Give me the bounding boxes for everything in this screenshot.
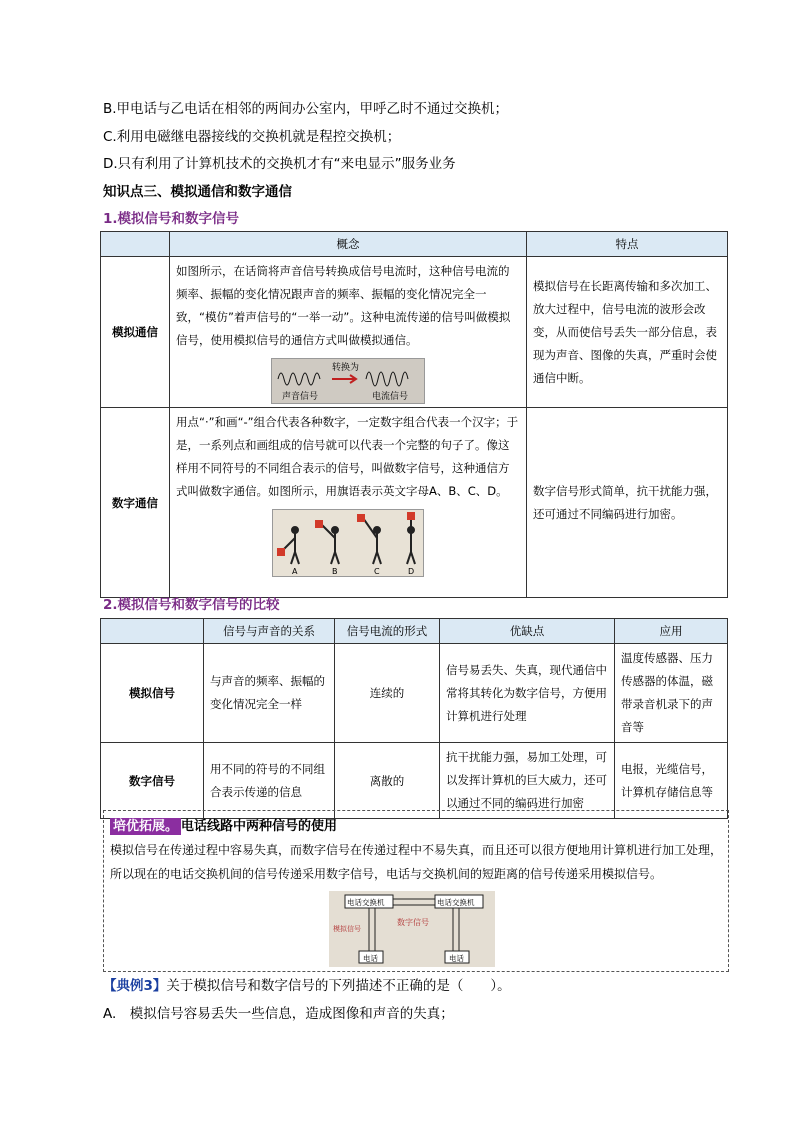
t2-analog-application: 温度传感器、压力传感器的体温，磁带录音机录下的声音等: [615, 644, 728, 743]
fig-convert-label: 转换为: [332, 363, 360, 373]
diagram-digital-label: 数字信号: [397, 918, 429, 927]
t2-digital-pros-cons: 抗干扰能力强，易加工处理，可以发挥计算机的巨大威力，还可以通过不同的编码进行加密: [440, 743, 615, 819]
diagram-switch-2: 电话交换机: [437, 898, 475, 907]
diagram-phone-1: 电话: [363, 954, 378, 963]
diagram-switch-1: 电话交换机: [347, 898, 385, 907]
table-row: [101, 408, 728, 598]
example-label: 【典例3】: [103, 978, 167, 994]
t2-digital-application: 电报，光缆信号，计算机存储信息等: [615, 743, 728, 819]
option-b: B.甲电话与乙电话在相邻的两间办公室内，甲呼乙时不通过交换机；: [103, 101, 509, 117]
table-analog-digital: [100, 231, 728, 598]
extension-body: 模拟信号在传递过程中容易失真，而数字信号在传递过程中不易失真，而且还可以很方便地用计算机进行加工处理，所以现在的电话交换机间的信号传递采用数字信号，电话与交换机间的短距离的信号传递采用模拟信号。: [110, 843, 723, 881]
digital-concept-text: 用点“·”和画“-”组合代表各种数字，一定数字组合代表一个汉字；于是，一系列点和画组成的信号就可以代表一个完整的句子了。像这样用不同符号的不同组合表示的信号，叫做数字信号，这种通信方式叫做数字通信。如图所示，用旗语表示英文字母A、B、C、D。: [176, 415, 519, 498]
fig-sound-label: 声音信号: [282, 392, 319, 402]
t2-analog-relation: 与声音的频率、振幅的变化情况完全一样: [204, 644, 335, 743]
analog-signal-figure: [271, 358, 425, 404]
t2-digital-form: 离散的: [335, 743, 440, 819]
table-row: [101, 644, 728, 743]
option-c: C.利用电磁继电器接线的交换机就是程控交换机；: [103, 129, 401, 145]
table-header-feature: 特点: [527, 232, 728, 257]
row-label-analog: 模拟通信: [101, 257, 170, 408]
t2-row-label-digital: 数字信号: [101, 743, 204, 819]
t2-header-application: 应用: [615, 619, 728, 644]
t2-header-relation: 信号与声音的关系: [204, 619, 335, 644]
t2-header-empty: [101, 619, 204, 644]
table-header-empty: [101, 232, 170, 257]
t2-analog-form: 连续的: [335, 644, 440, 743]
extension-tag: 培优拓展。: [110, 818, 181, 835]
t2-header-form: 信号电流的形式: [335, 619, 440, 644]
flag-letter-a: A: [292, 567, 298, 576]
t2-analog-pros-cons: 信号易丢失、失真，现代通信中常将其转化为数字信号，方便用计算机进行处理: [440, 644, 615, 743]
extension-title: 电话线路中两种信号的使用: [181, 819, 338, 834]
section-heading-1: 1.模拟信号和数字信号: [103, 211, 240, 227]
flag-letter-b: B: [332, 567, 338, 576]
example-question: [103, 974, 511, 994]
flag-letter-c: C: [374, 567, 380, 576]
table-row: [101, 743, 728, 819]
analog-feature-cell: 模拟信号在长距离传输和多次加工、放大过程中，信号电流的波形会改变，从而使信号丢失一部分信息，表现为声音、图像的失真，严重时会使通信中断。: [527, 257, 728, 408]
example-text: 关于模拟信号和数字信号的下列描述不正确的是（ ）。: [166, 978, 511, 994]
telephone-network-diagram: [329, 891, 495, 967]
analog-concept-cell: [170, 257, 527, 408]
diagram-analog-label: 模拟信号: [333, 925, 361, 933]
example-option-a: A. 模拟信号容易丢失一些信息，造成图像和声音的失真；: [103, 1006, 454, 1022]
flag-letter-d: D: [408, 567, 415, 576]
section-heading-2: 2.模拟信号和数字信号的比较: [103, 597, 280, 613]
row-label-digital: 数字通信: [101, 408, 170, 598]
digital-concept-cell: [170, 408, 527, 598]
knowledge-point-title: 知识点三、模拟通信和数字通信: [103, 184, 292, 200]
t2-header-pros-cons: 优缺点: [440, 619, 615, 644]
diagram-phone-2: 电话: [449, 954, 464, 963]
t2-digital-relation: 用不同的符号的不同组合表示传递的信息: [204, 743, 335, 819]
digital-feature-cell: 数字信号形式简单，抗干扰能力强，还可通过不同编码进行加密。: [527, 408, 728, 598]
table-comparison: [100, 618, 728, 819]
table-row: [101, 257, 728, 408]
table-header-concept: 概念: [170, 232, 527, 257]
semaphore-figure: [272, 509, 424, 577]
fig-current-label: 电流信号: [372, 392, 409, 402]
t2-row-label-analog: 模拟信号: [101, 644, 204, 743]
option-d: D.只有利用了计算机技术的交换机才有“来电显示”服务业务: [103, 156, 456, 172]
extension-box: [103, 810, 729, 972]
analog-concept-text: 如图所示，在话筒将声音信号转换成信号电流时，这种信号电流的频率、振幅的变化情况跟声音的频率、振幅的变化情况完全一致，“模仿”着声信号的“一举一动”。这种电流传递的信号叫做模拟信号，使用模拟信号的通信方式叫做模拟通信。: [176, 264, 511, 347]
